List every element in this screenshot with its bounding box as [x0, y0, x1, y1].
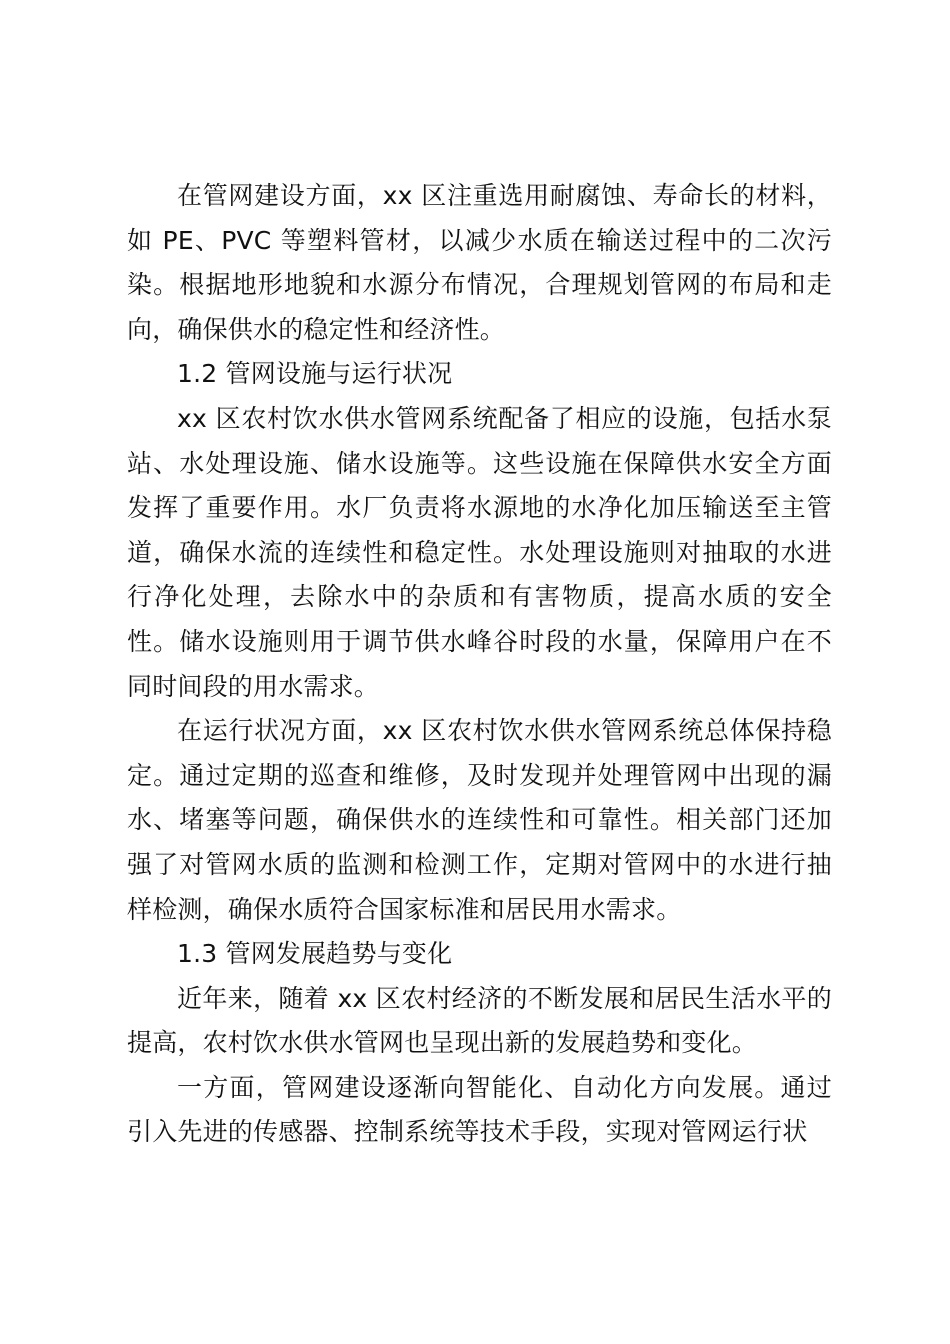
paragraph-recent-years: 近年来，随着 xx 区农村经济的不断发展和居民生活水平的提高，农村饮水供水管网也呈现出新的发展趋势和变化。	[127, 983, 832, 1058]
paragraph-intelligent-development: 一方面，管网建设逐渐向智能化、自动化方向发展。通过引入先进的传感器、控制系统等技术手段，实现对管网运行状	[127, 1072, 832, 1147]
section-heading-1-2: 1.2 管网设施与运行状况	[177, 359, 453, 389]
section-heading-1-3: 1.3 管网发展趋势与变化	[177, 939, 453, 969]
document-body	[127, 174, 832, 1155]
paragraph-operation-status: 在运行状况方面，xx 区农村饮水供水管网系统总体保持稳定。通过定期的巡查和维修，及时发现并处理管网中出现的漏水、堵塞等问题，确保供水的连续性和可靠性。相关部门还加强了对管网水质的监测和检测工作，定期对管网中的水进行抽样检测，确保水质符合国家标准和居民用水需求。	[127, 716, 832, 924]
paragraph-pipe-construction: 在管网建设方面，xx 区注重选用耐腐蚀、寿命长的材料，如 PE、PVC 等塑料管材，以减少水质在输送过程中的二次污染。根据地形地貌和水源分布情况，合理规划管网的布局和走向，确保供水的稳定性和经济性。	[127, 181, 832, 344]
paragraph-facilities: xx 区农村饮水供水管网系统配备了相应的设施，包括水泵站、水处理设施、储水设施等。这些设施在保障供水安全方面发挥了重要作用。水厂负责将水源地的水净化加压输送至主管道，确保水流的连续性和稳定性。水处理设施则对抽取的水进行净化处理，去除水中的杂质和有害物质，提高水质的安全性。储水设施则用于调节供水峰谷时段的水量，保障用户在不同时间段的用水需求。	[127, 403, 832, 701]
